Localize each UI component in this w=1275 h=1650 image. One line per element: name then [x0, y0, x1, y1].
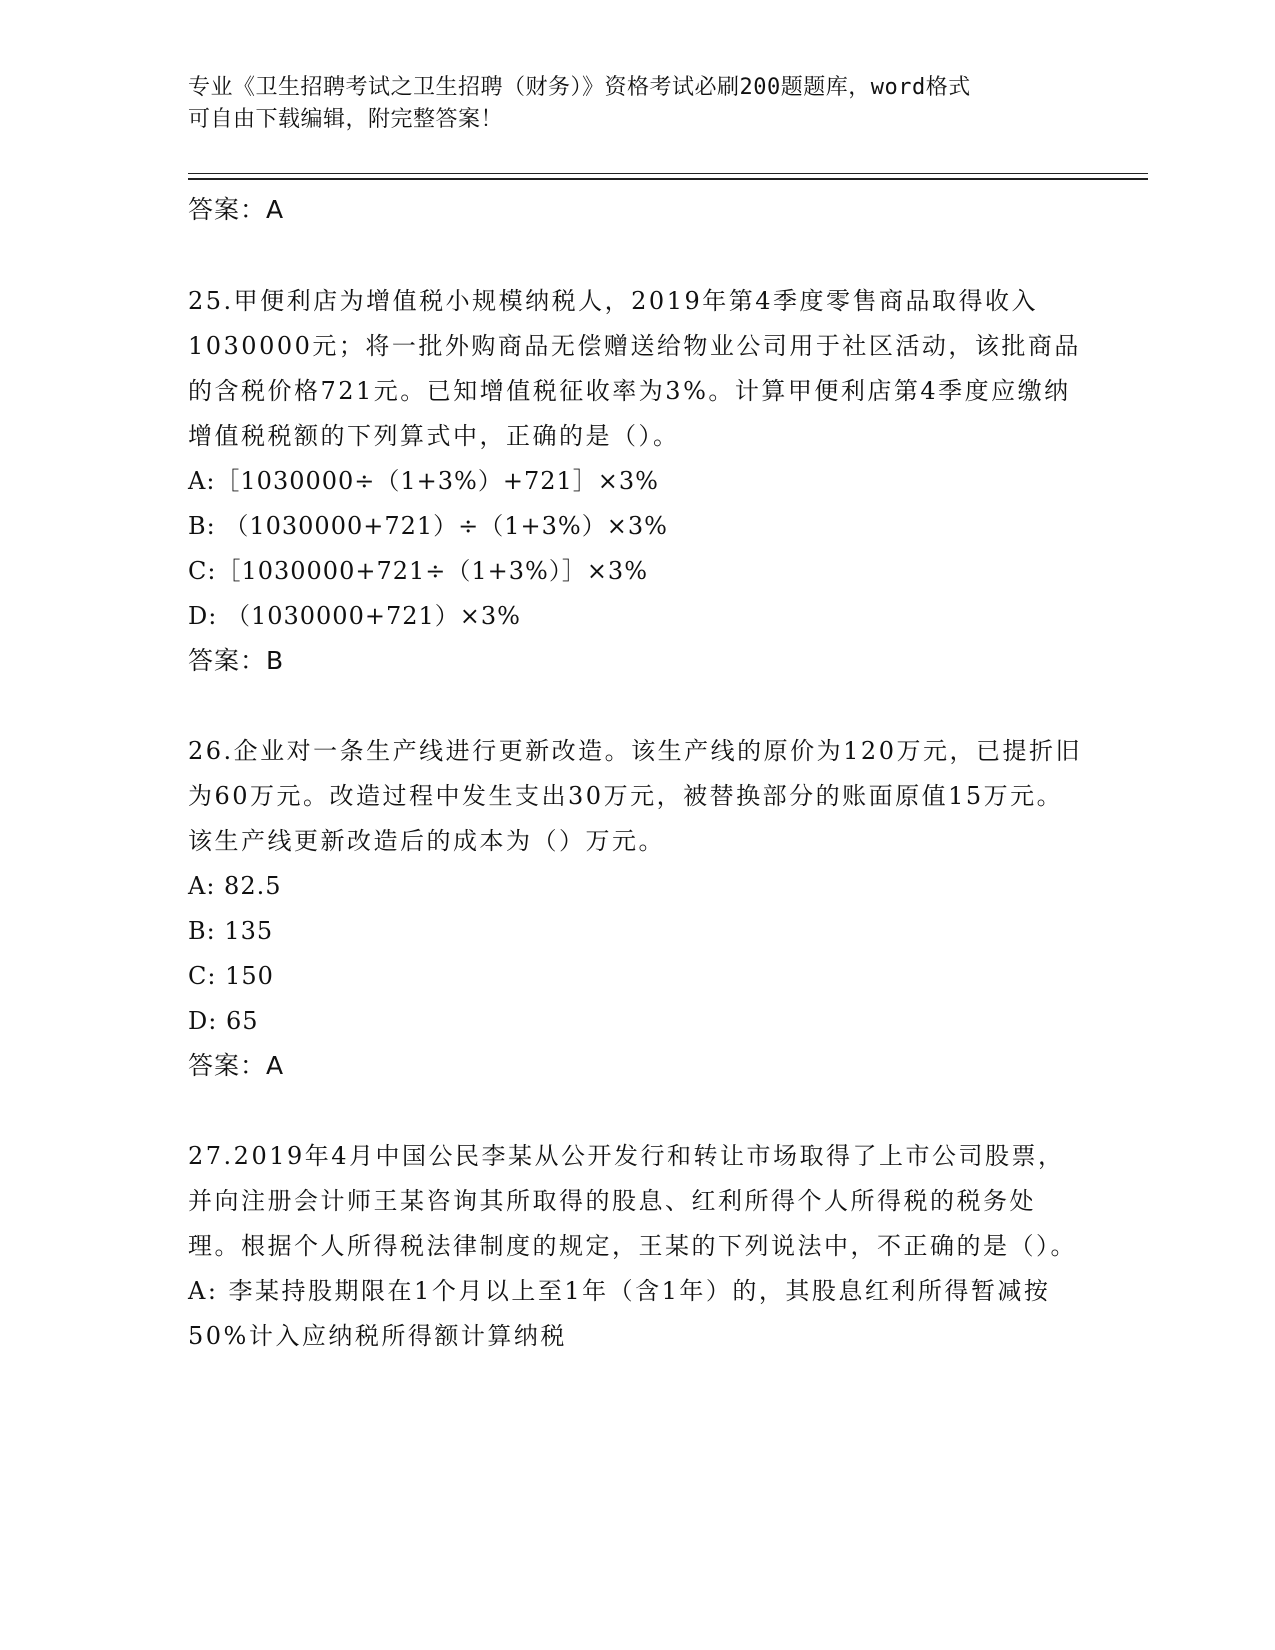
option-a: A: 82.5 — [188, 872, 282, 900]
option-d: D: 65 — [188, 1007, 259, 1035]
answer-25: 答案：B — [188, 646, 285, 675]
question-text: 25.甲便利店为增值税小规模纳税人，2019年第4季度零售商品取得收入1030000元；将一批外购商品无偿赠送给物业公司用于社区活动，该批商品的含税价格721元。已知增值税征收率为3%。计算甲便利店第4季度应缴纳增值税税额的下列算式中，正确的是（）。 — [188, 287, 1081, 450]
question-26 — [188, 729, 1088, 864]
option-b: B: 135 — [188, 917, 274, 945]
question-text: 26.企业对一条生产线进行更新改造。该生产线的原价为120万元，已提折旧为60万元。改造过程中发生支出30万元，被替换部分的账面原值15万元。该生产线更新改造后的成本为（）万元。 — [188, 737, 1082, 855]
question-text: 27.2019年4月中国公民李某从公开发行和转让市场取得了上市公司股票，并向注册会计师王某咨询其所取得的股息、红利所得个人所得税的税务处理。根据个人所得税法律制度的规定，王某的下列说法中，不正确的是（）。 — [188, 1142, 1077, 1260]
header-divider-thin — [188, 173, 1148, 174]
previous-answer: 答案：A — [188, 195, 285, 224]
option-c: C:［1030000+721÷（1+3%）］×3% — [188, 557, 648, 585]
option-b: B: （1030000+721）÷（1+3%）×3% — [188, 512, 668, 540]
page-header: 专业《卫生招聘考试之卫生招聘（财务）》资格考试必刷200题题库，word格式 可自由下载编辑，附完整答案！ — [188, 75, 971, 132]
header-divider-thick — [188, 178, 1148, 180]
question-25 — [188, 279, 1088, 459]
question-27 — [188, 1134, 1088, 1269]
answer-26: 答案：A — [188, 1051, 285, 1080]
option-a: A: 李某持股期限在1个月以上至1年（含1年）的，其股息红利所得暂减按50%计入应纳税所得额计算纳税 — [188, 1277, 1051, 1350]
document-body — [188, 188, 1088, 1359]
option-a: A:［1030000÷（1+3%）+721］×3% — [188, 467, 659, 495]
option-c: C: 150 — [188, 962, 274, 990]
option-d: D: （1030000+721）×3% — [188, 602, 521, 630]
